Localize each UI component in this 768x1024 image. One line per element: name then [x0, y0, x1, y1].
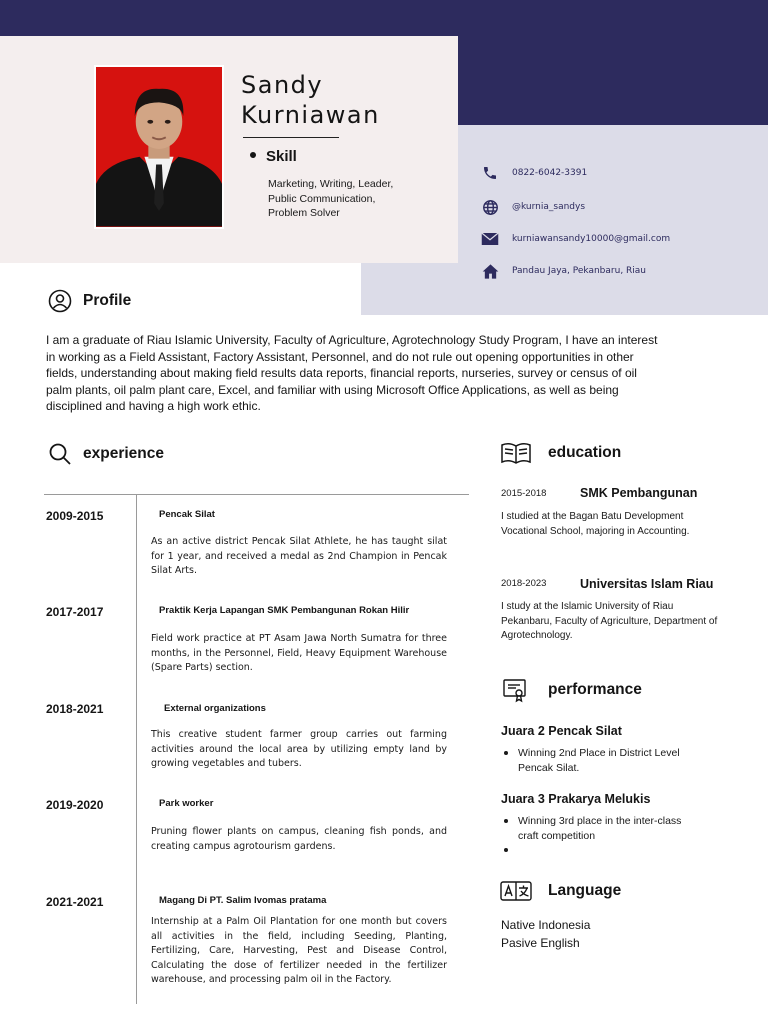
- email-address: kurniawansandy10000@gmail.com: [512, 234, 671, 244]
- language-title: Language: [548, 882, 622, 899]
- education-school: Universitas Islam Riau: [580, 577, 714, 591]
- full-name: [241, 70, 451, 130]
- experience-years: 2009-2015: [46, 509, 104, 523]
- skill-line: Public Communication,: [268, 192, 376, 205]
- experience-heading: [47, 441, 164, 467]
- experience-years: 2019-2020: [46, 798, 104, 812]
- education-description: I study at the Islamic University of Riau Pekanbaru, Faculty of Agriculture, Department of Agrotechnology.: [501, 601, 718, 641]
- experience-description: This creative student farmer group carries out farming activities around the local area by utilizing empty land by growing vegetables and tubers.: [151, 729, 447, 770]
- home-icon: [481, 262, 499, 280]
- name-divider: [243, 137, 339, 138]
- skill-list: [268, 177, 428, 221]
- experience-description: Pruning flower plants on campus, cleaning fish ponds, and creating campus agrotourism gardens.: [151, 826, 447, 852]
- experience-years: 2021-2021: [46, 895, 104, 909]
- profile-heading: [47, 288, 131, 314]
- performance-heading: [502, 677, 642, 703]
- profile-text: I am a graduate of Riau Islamic University, Faculty of Agriculture, Agrotechnology Study Program, I have an interest in working as a Field Assistant, Factory Assistant, Personnel, and do not rule out opening opportunities in other fields, understanding about making field results data reports, financial reports, nurseries, survey or census of oil palm plants, oil palm plant care, Excel, and familiar with using Microsoft Office Applications, as well as being disciplined and having a high work ethic.: [46, 333, 658, 413]
- language-heading: [500, 878, 621, 904]
- performance-points: [501, 814, 701, 858]
- user-icon: [47, 288, 73, 314]
- education-heading: [500, 440, 621, 466]
- experience-role: Magang Di PT. Salim Ivomas pratama: [159, 895, 327, 906]
- experience-description: Internship at a Palm Oil Plantation for one month but covers all activities in the field, including Seeding, Planting, Fertilizing, Care, Harvesting, Pest and Disease Control, Calculating the dose of fertilizer needed in the fertilizer warehouse, and processing palm oil in the Factory.: [151, 916, 447, 986]
- experience-divider: [44, 494, 469, 495]
- mail-icon: [481, 230, 499, 248]
- social-handle: @kurnia_sandys: [512, 202, 586, 212]
- bullet-icon: [250, 152, 256, 158]
- last-name: Kurniawan: [241, 101, 380, 129]
- performance-point: Winning 3rd place in the inter-class craft competition: [501, 814, 701, 843]
- profile-title: Profile: [83, 292, 132, 309]
- contact-address: [481, 262, 646, 280]
- experience-role: External organizations: [164, 703, 266, 714]
- language-list: [501, 916, 590, 952]
- translate-icon: [500, 878, 532, 904]
- education-school: SMK Pembangunan: [580, 486, 698, 500]
- experience-years: 2017-2017: [46, 605, 104, 619]
- search-icon: [47, 441, 73, 467]
- skill-line: Problem Solver: [268, 207, 340, 219]
- performance-item-title: Juara 3 Prakarya Melukis: [501, 792, 651, 806]
- language-item: Native Indonesia: [501, 918, 591, 932]
- performance-point: [501, 843, 701, 858]
- contact-phone: [481, 164, 587, 182]
- experience-description: As an active district Pencak Silat Athlete, he has taught silat for 1 year, and received a medal as 2nd Champion in Pencak Silat Arts.: [151, 536, 447, 577]
- education-years: 2015-2018: [501, 488, 547, 499]
- first-name: Sandy: [241, 71, 324, 99]
- experience-title: experience: [83, 445, 164, 462]
- skill-heading: [250, 148, 297, 165]
- experience-description: Field work practice at PT Asam Jawa North Sumatra for three months, in the Personnel, Field, Heavy Equipment Warehouse (Spare Parts) section.: [151, 633, 447, 674]
- experience-role: Pencak Silat: [159, 509, 215, 520]
- education-title: education: [548, 444, 622, 461]
- profile-photo: [94, 65, 224, 229]
- certificate-icon: [502, 677, 528, 703]
- skill-line: Marketing, Writing, Leader,: [268, 178, 394, 190]
- performance-item-title: Juara 2 Pencak Silat: [501, 724, 622, 738]
- phone-number: 0822-6042-3391: [512, 168, 588, 178]
- address: Pandau Jaya, Pekanbaru, Riau: [512, 266, 647, 276]
- performance-point: Winning 2nd Place in District Level Pencak Silat.: [501, 746, 701, 775]
- language-item: Pasive English: [501, 936, 580, 950]
- performance-title: performance: [548, 681, 642, 698]
- contact-social: [481, 198, 585, 216]
- experience-role: Praktik Kerja Lapangan SMK Pembangunan Rokan Hilir: [159, 605, 410, 616]
- globe-icon: [481, 198, 499, 216]
- skill-title-text: Skill: [266, 148, 297, 165]
- phone-icon: [481, 164, 499, 182]
- education-years: 2018-2023: [501, 578, 547, 589]
- contact-email: [481, 230, 670, 248]
- book-icon: [500, 440, 532, 466]
- experience-role: Park worker: [159, 798, 214, 809]
- timeline-line: [136, 494, 137, 1004]
- education-description: I studied at the Bagan Batu Development Vocational School, majoring in Accounting.: [501, 511, 690, 537]
- experience-years: 2018-2021: [46, 702, 104, 716]
- performance-points: [501, 746, 701, 775]
